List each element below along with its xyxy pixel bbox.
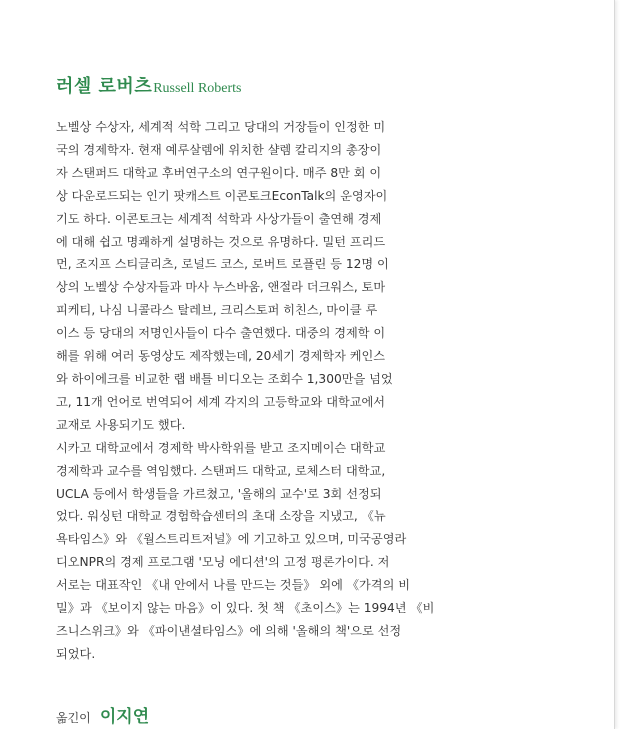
translator-credit: [56, 702, 149, 727]
bio-line: 에 대해 쉽고 명쾌하게 설명하는 것으로 유명하다. 밀턴 프리드: [56, 234, 386, 249]
bio-line: 먼, 조지프 스티글리츠, 로널드 코스, 로버트 로플린 등 12명 이: [56, 257, 389, 272]
bio-line: 밀》과 《보이지 않는 마음》이 있다. 첫 책 《초이스》는 1994년 《비: [56, 601, 435, 616]
bio-line: 기도 하다. 이콘토크는 세계적 석학과 사상가들이 출연해 경제: [56, 211, 382, 226]
bio-line: 피케티, 나심 니콜라스 탈레브, 크리스토퍼 히친스, 마이클 루: [56, 303, 378, 318]
bio-line: 와 하이에크를 비교한 랩 배틀 비디오는 조회수 1,300만을 넘었: [56, 371, 393, 386]
bio-line: 욕타임스》와 《월스트리트저널》에 기고하고 있으며, 미국공영라: [56, 532, 407, 547]
bio-line: 되었다.: [56, 646, 96, 661]
bio-line: 고, 11개 언어로 번역되어 세계 각지의 고등학교와 대학교에서: [56, 394, 386, 409]
bio-line: 시카고 대학교에서 경제학 박사학위를 받고 조지메이슨 대학교: [56, 440, 386, 455]
bio-line: 서로는 대표작인 《내 안에서 나를 만드는 것들》 외에 《가격의 비: [56, 578, 410, 593]
author-name-korean: 러셀 로버츠: [56, 76, 153, 97]
bio-line: 디오NPR의 경제 프로그램 '모닝 에디션'의 고정 평론가이다. 저: [56, 555, 390, 570]
bio-line: 이스 등 당대의 저명인사들이 다수 출연했다. 대중의 경제학 이: [56, 326, 386, 341]
bio-line: UCLA 등에서 학생들을 가르쳤고, '올해의 교수'로 3회 선정되: [56, 486, 382, 501]
translator-name: 이지연: [99, 707, 150, 727]
bio-line: 교재로 사용되기도 했다.: [56, 417, 186, 432]
bio-line: 자 스탠퍼드 대학교 후버연구소의 연구원이다. 매주 8만 회 이: [56, 165, 382, 180]
bio-line: 상의 노벨상 수상자들과 마사 누스바움, 앤절라 더크워스, 토마: [56, 280, 386, 295]
bio-line: 노벨상 수상자, 세계적 석학 그리고 당대의 거장들이 인정한 미: [56, 120, 386, 134]
author-heading: [56, 72, 242, 98]
bio-line: 상 다운로드되는 인기 팟캐스트 이콘토크EconTalk의 운영자이: [56, 188, 388, 203]
translator-label: 옮긴이: [56, 711, 91, 725]
author-biography: [56, 116, 576, 666]
bio-line: 국의 경제학자. 현재 예루살렘에 위치한 샬렘 칼리지의 총장이: [56, 142, 382, 157]
author-name-english: Russell Roberts: [153, 81, 242, 96]
bio-line: 었다. 워싱턴 대학교 경험학습센터의 초대 소장을 지냈고, 《뉴: [56, 509, 386, 524]
bio-line: 즈니스위크》와 《파이낸셜타임스》에 의해 '올해의 책'으로 선정: [56, 623, 402, 638]
bio-line: 해를 위해 여러 동영상도 제작했는데, 20세기 경제학자 케인스: [56, 349, 386, 364]
bio-line: 경제학과 교수를 역임했다. 스탠퍼드 대학교, 로체스터 대학교,: [56, 463, 386, 478]
